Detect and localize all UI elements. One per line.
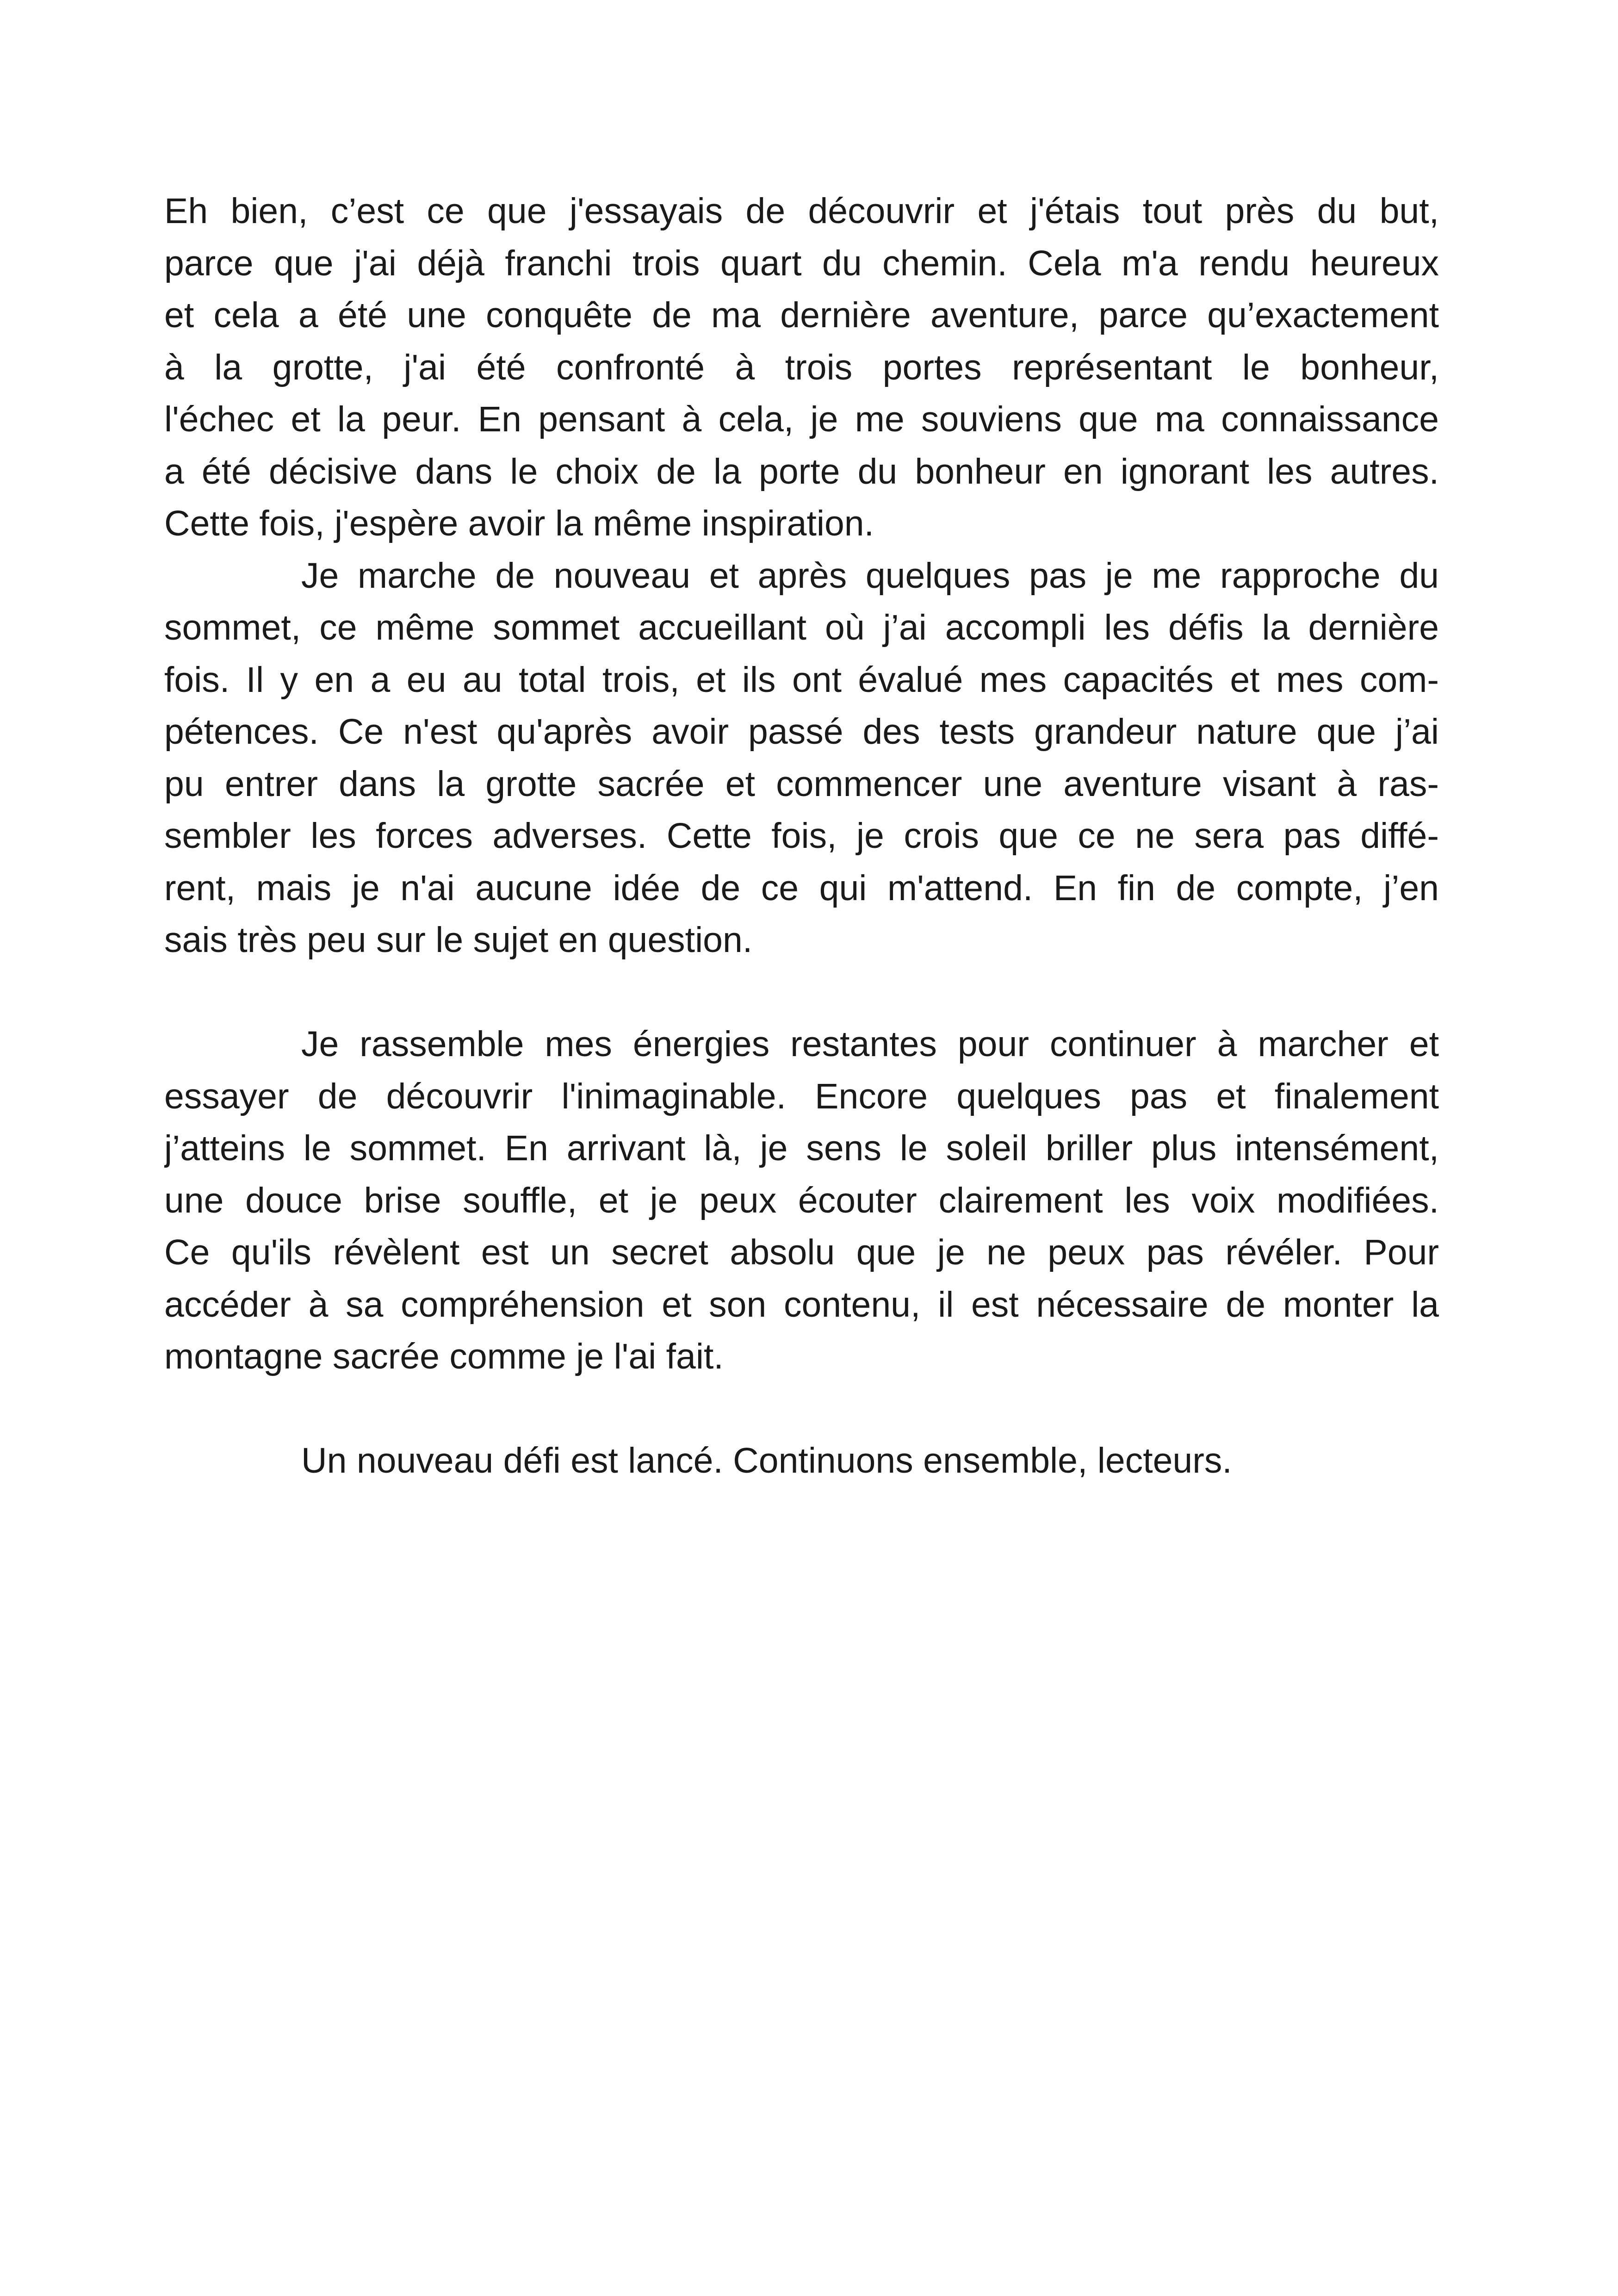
text-line: l'échec et la peur. En pensant à cela, je me souviens que ma connaissance (164, 399, 1439, 439)
text-line: Cette fois, j'espère avoir la même inspiration. (164, 504, 874, 543)
paragraph-gap (164, 966, 1439, 1019)
text-line: rent, mais je n'ai aucune idée de ce qui m'attend. En fin de compte, j’en (164, 868, 1439, 908)
text-line: pétences. Ce n'est qu'après avoir passé des tests grandeur nature que j’ai (164, 712, 1439, 752)
text-line: fois. Il y en a eu au total trois, et ils ont évalué mes capacités et mes com- (164, 660, 1439, 700)
paragraph-3 (164, 1018, 1439, 1383)
text-line: parce que j'ai déjà franchi trois quart du chemin. Cela m'a rendu heureux (164, 243, 1439, 283)
text-line: Eh bien, c’est ce que j'essayais de découvrir et j'étais tout près du but, (164, 191, 1439, 231)
text-line: accéder à sa compréhension et son contenu, il est nécessaire de monter la (164, 1284, 1439, 1325)
paragraph-2 (164, 550, 1439, 966)
text-line: pu entrer dans la grotte sacrée et commencer une aventure visant à ras- (164, 764, 1439, 804)
text-line: a été décisive dans le choix de la porte du bonheur en ignorant les autres. (164, 451, 1439, 492)
text-line: sommet, ce même sommet accueillant où j’ai accompli les défis la dernière (164, 608, 1439, 647)
text-line: Je marche de nouveau et après quelques pas je me rapproche du (301, 555, 1439, 596)
text-line: et cela a été une conquête de ma dernière aventure, parce qu’exactement (164, 295, 1439, 335)
text-line: Ce qu'ils révèlent est un secret absolu que je ne peux pas révéler. Pour (164, 1232, 1439, 1272)
text-line: Un nouveau défi est lancé. Continuons ensemble, lecteurs. (301, 1441, 1232, 1481)
text-line: sembler les forces adverses. Cette fois, je crois que ce ne sera pas diffé- (164, 816, 1439, 856)
paragraph-4 (164, 1435, 1439, 1487)
text-line: à la grotte, j'ai été confronté à trois portes représentant le bonheur, (164, 347, 1439, 387)
body-text (164, 185, 1439, 1487)
paragraph-gap (164, 1383, 1439, 1435)
text-line: essayer de découvrir l'inimaginable. Encore quelques pas et finalement (164, 1076, 1439, 1116)
text-line: montagne sacrée comme je l'ai fait. (164, 1337, 724, 1376)
text-line: une douce brise souffle, et je peux écouter clairement les voix modifiées. (164, 1180, 1439, 1220)
text-line: j’atteins le sommet. En arrivant là, je sens le soleil briller plus intensément, (164, 1128, 1439, 1168)
text-line: Je rassemble mes énergies restantes pour continuer à marcher et (301, 1024, 1439, 1064)
paragraph-1 (164, 185, 1439, 550)
text-line: sais très peu sur le sujet en question. (164, 920, 753, 960)
